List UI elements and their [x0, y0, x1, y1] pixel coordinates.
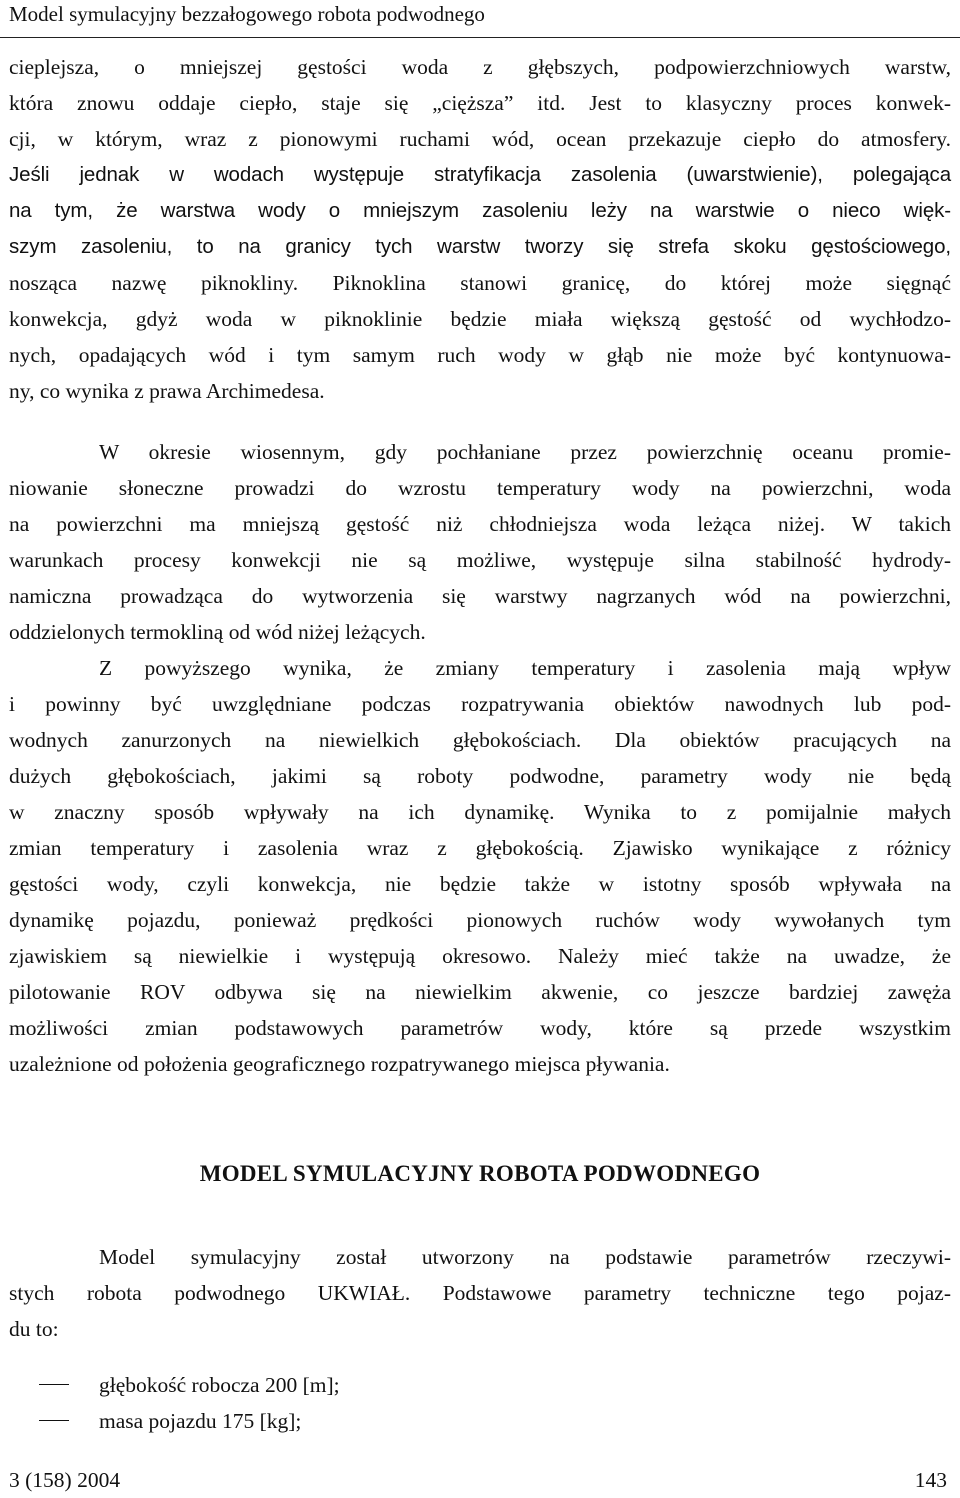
issue-number: 3 (158) 2004 [9, 1468, 121, 1492]
text-line: Z powyższego wynika, że zmiany temperatury i zasolenia mają wpływ [99, 656, 951, 680]
page-number: 143 [914, 1468, 947, 1492]
dash-bullet-icon [39, 1420, 69, 1421]
text-line: warunkach procesy konwekcji nie są możliwe, występuje silna stabilność hydrody- [9, 548, 951, 572]
parameter-list [9, 1367, 909, 1439]
text-line: Model symulacyjny został utworzony na podstawie parametrów rzeczywi- [99, 1245, 951, 1269]
list-item-text: masa pojazdu 175 [kg]; [99, 1409, 302, 1433]
text-line: cieplejsza, o mniejszej gęstości woda z głębszych, podpowierzchniowych warstw, [9, 55, 951, 79]
header-rule [0, 37, 960, 38]
text-line: gęstości wody, czyli konwekcja, nie będzie także w istotny sposób wpływała na [9, 872, 951, 896]
text-line: namiczna prowadząca do wytworzenia się warstwy nagrzanych wód na powierzchni, [9, 584, 951, 608]
text-line: pilotowanie ROV odbywa się na niewielkim akwenie, co jeszcze bardziej zawęża [9, 980, 951, 1004]
paragraph-4 [9, 1239, 951, 1347]
text-line: nych, opadających wód i tym samym ruch wody w głąb nie może być kontynuowa- [9, 343, 951, 367]
text-line: ny, co wynika z prawa Archimedesa. [9, 379, 325, 403]
text-line: du to: [9, 1317, 59, 1341]
text-line: która znowu oddaje ciepło, staje się „cięższa” itd. Jest to klasyczny proces konwek- [9, 91, 951, 115]
paragraph-1 [9, 49, 951, 409]
paragraph-2 [9, 434, 951, 650]
running-header: Model symulacyjny bezzałogowego robota podwodnego [9, 2, 485, 26]
text-line: na tym, że warstwa wody o mniejszym zasoleniu leży na warstwie o nieco więk- [9, 199, 951, 222]
text-line: niowanie słoneczne prowadzi do wzrostu temperatury wody na powierzchni, woda [9, 476, 951, 500]
list-item [9, 1403, 909, 1439]
text-line: stych robota podwodnego UKWIAŁ. Podstawowe parametry techniczne tego pojaz- [9, 1281, 951, 1305]
dash-bullet-icon [39, 1384, 69, 1385]
text-line: nosząca nazwę piknokliny. Piknoklina stanowi granicę, do której może sięgnąć [9, 271, 951, 295]
list-item-text: głębokość robocza 200 [m]; [99, 1373, 340, 1397]
text-line: i powinny być uwzględniane podczas rozpatrywania obiektów nawodnych lub pod- [9, 692, 951, 716]
text-line: zjawiskiem są niewielkie i występują okresowo. Należy mieć także na uwadze, że [9, 944, 951, 968]
text-line: Jeśli jednak w wodach występuje stratyfikacja zasolenia (uwarstwienie), polegająca [9, 163, 951, 186]
text-line: dużych głębokościach, jakimi są roboty podwodne, parametry wody nie będą [9, 764, 951, 788]
text-line: W okresie wiosennym, gdy pochłaniane przez powierzchnię oceanu promie- [99, 440, 951, 464]
text-line: wodnych zanurzonych na niewielkich głębokościach. Dla obiektów pracujących na [9, 728, 951, 752]
text-line: możliwości zmian podstawowych parametrów wody, które są przede wszystkim [9, 1016, 951, 1040]
text-line: na powierzchni ma mniejszą gęstość niż chłodniejsza woda leżąca niżej. W takich [9, 512, 951, 536]
paragraph-3 [9, 650, 951, 1082]
text-line: konwekcja, gdyż woda w piknoklinie będzie miała większą gęstość od wychłodzo- [9, 307, 951, 331]
text-line: zmian temperatury i zasolenia wraz z głębokością. Zjawisko wynikające z różnicy [9, 836, 951, 860]
text-line: uzależnione od położenia geograficznego rozpatrywanego miejsca pływania. [9, 1052, 670, 1076]
section-heading: MODEL SYMULACYJNY ROBOTA PODWODNEGO [199, 1161, 761, 1186]
text-line: dynamikę pojazdu, ponieważ prędkości pionowych ruchów wody wywołanych tym [9, 908, 951, 932]
text-line: oddzielonych termokliną od wód niżej leżących. [9, 620, 426, 644]
list-item [9, 1367, 909, 1403]
text-line: cji, w którym, wraz z pionowymi ruchami wód, ocean przekazuje ciepło do atmosfery. [9, 127, 951, 151]
text-line: szym zasoleniu, to na granicy tych warstw tworzy się strefa skoku gęstościowego, [9, 235, 951, 258]
text-line: w znaczny sposób wpływały na ich dynamikę. Wynika to z pomijalnie małych [9, 800, 951, 824]
